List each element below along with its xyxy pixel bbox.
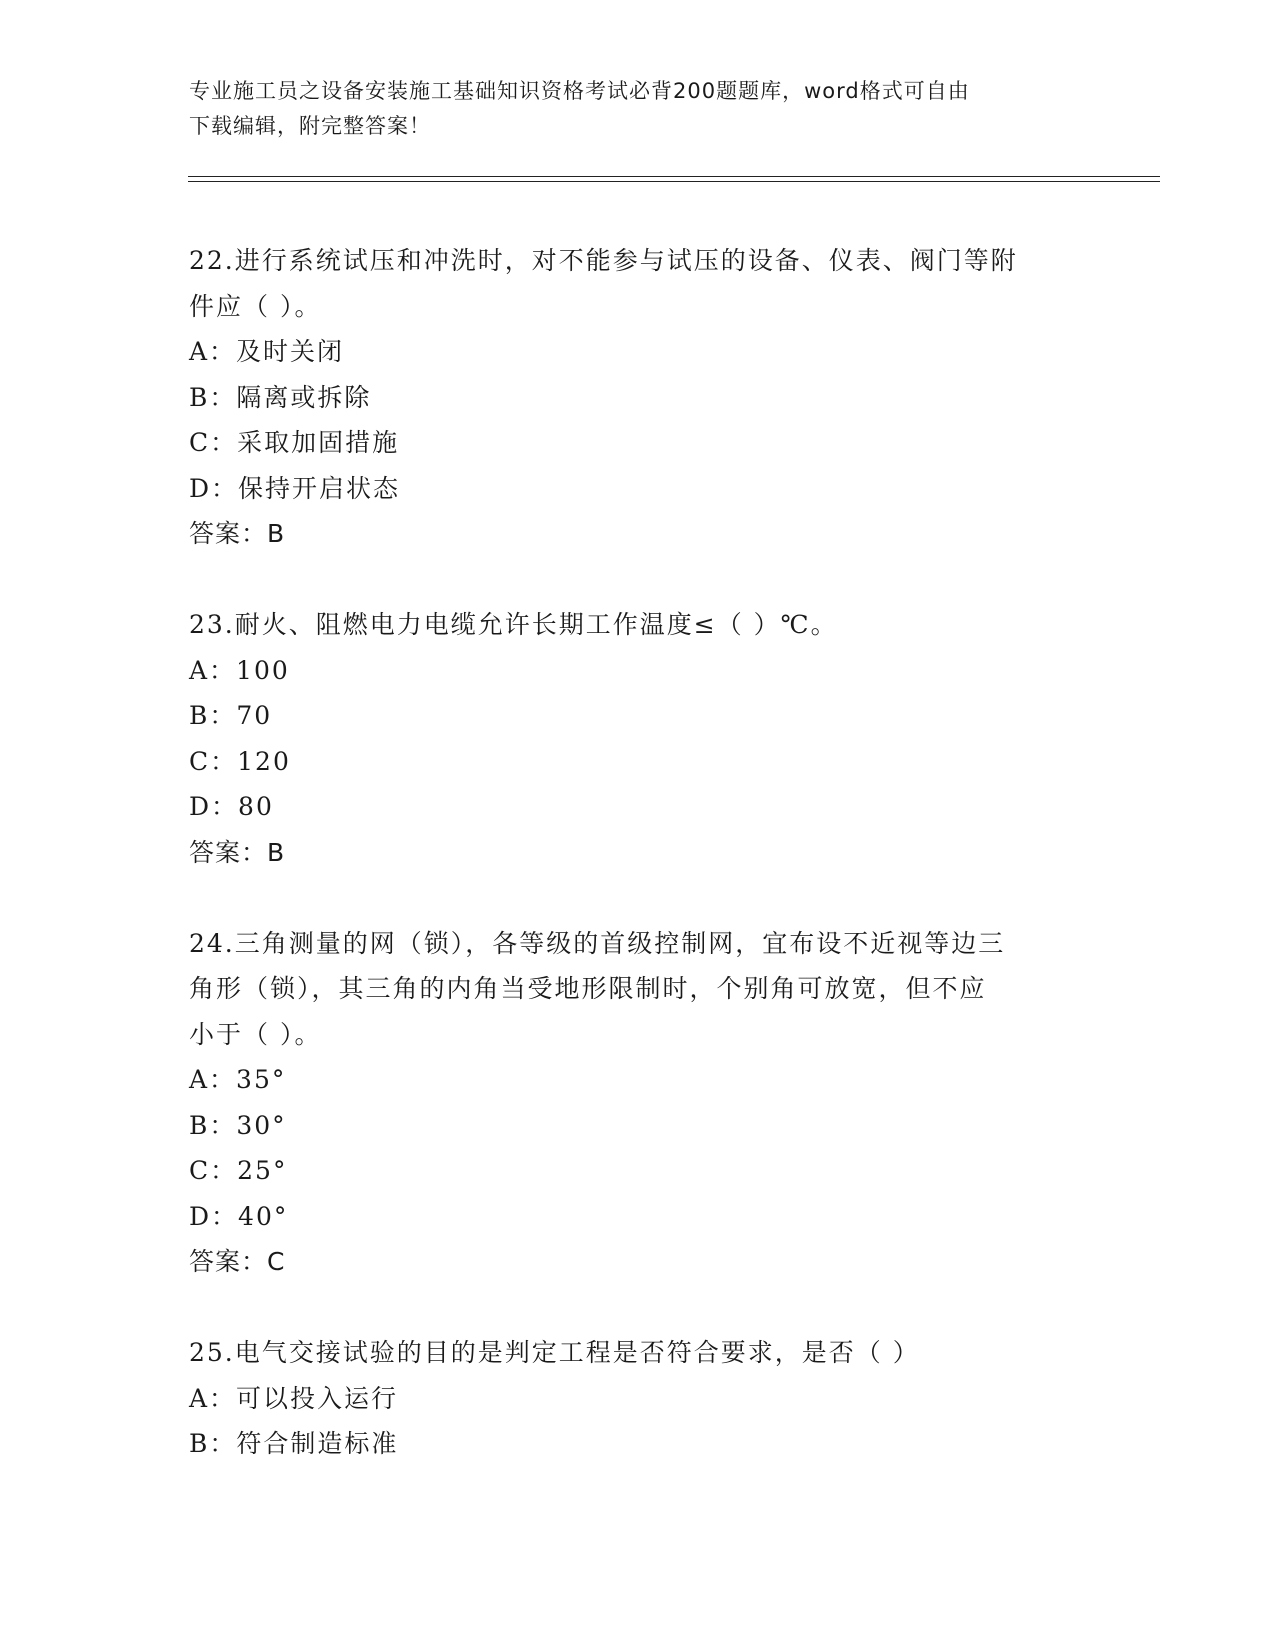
question-block — [189, 921, 1089, 1285]
question-stem: 小于（ ）。 — [189, 1019, 322, 1049]
option-c: C：120 — [189, 746, 291, 776]
question-stem: 24.三角测量的网（锁），各等级的首级控制网，宜布设不近视等边三 — [189, 928, 1006, 958]
question-list — [189, 238, 1089, 1467]
header-line: 专业施工员之设备安装施工基础知识资格考试必背200题题库，word格式可自由 — [189, 79, 970, 103]
spacer — [189, 557, 1089, 603]
option-c: C：25° — [189, 1156, 288, 1185]
option-c: C：采取加固措施 — [189, 428, 400, 457]
answer-line: 答案：C — [189, 1247, 286, 1276]
header-divider — [188, 181, 1160, 182]
spacer — [189, 875, 1089, 921]
document-header — [189, 74, 1089, 144]
question-block — [189, 1330, 1089, 1467]
answer-line: 答案：B — [189, 837, 286, 867]
option-a: A：35° — [189, 1065, 287, 1094]
option-b: B：30° — [189, 1110, 287, 1140]
option-d: D：保持开启状态 — [189, 473, 401, 503]
question-block — [189, 238, 1089, 557]
question-block — [189, 602, 1089, 875]
option-b: B：70 — [189, 701, 273, 730]
option-d: D：40° — [189, 1201, 289, 1231]
option-b: B：符合制造标准 — [189, 1429, 399, 1458]
header-divider — [188, 176, 1160, 177]
option-a: A：100 — [189, 655, 290, 685]
option-a: A：可以投入运行 — [189, 1383, 399, 1413]
option-d: D：80 — [189, 792, 274, 821]
option-b: B：隔离或拆除 — [189, 382, 372, 412]
question-stem: 23.耐火、阻燃电力电缆允许长期工作温度≤（ ）℃。 — [189, 610, 838, 639]
question-stem: 角形（锁），其三角的内角当受地形限制时，个别角可放宽，但不应 — [189, 974, 987, 1003]
question-stem: 件应（ ）。 — [189, 291, 322, 321]
spacer — [189, 1285, 1089, 1331]
option-a: A：及时关闭 — [189, 337, 345, 366]
question-stem: 25.电气交接试验的目的是判定工程是否符合要求，是否（ ） — [189, 1338, 920, 1367]
answer-line: 答案：B — [189, 519, 286, 548]
header-line: 下载编辑，附完整答案！ — [189, 114, 431, 138]
question-stem: 22.进行系统试压和冲洗时，对不能参与试压的设备、仪表、阀门等附 — [189, 246, 1018, 275]
